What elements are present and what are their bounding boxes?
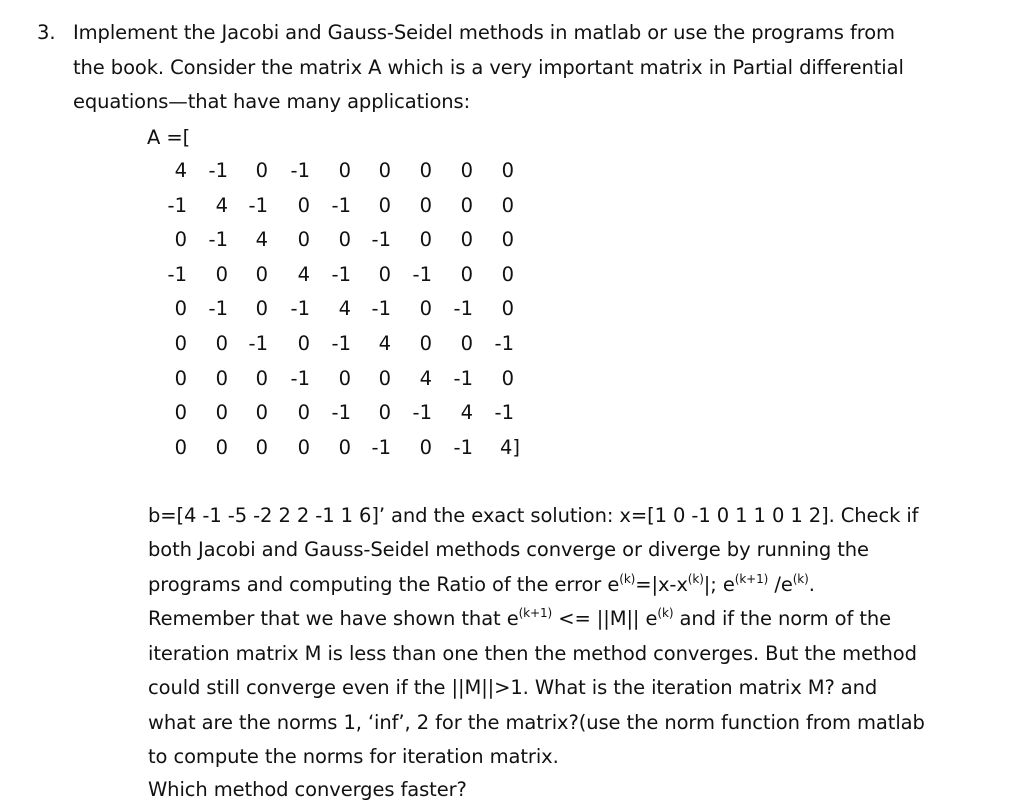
matrix-cell: 0 [255, 401, 268, 425]
matrix-cell: 0 [255, 297, 268, 321]
matrix-cell: -1 [371, 228, 391, 252]
body-line-5: iteration matrix M is less than one then the method converges. But the method [148, 642, 917, 665]
matrix-cell: 0 [419, 228, 432, 252]
matrix-cell: 0 [174, 297, 187, 321]
matrix-cell: 4 [297, 262, 310, 286]
matrix-cell: 0 [501, 228, 514, 252]
matrix-cell: -1 [412, 401, 432, 425]
matrix-cell: 4 [419, 366, 432, 390]
matrix-cell: -1 [453, 366, 473, 390]
superscript-k: (k) [619, 572, 636, 586]
body-line-6: could still converge even if the ||M||>1. What is the iteration matrix M? and [148, 676, 878, 699]
matrix-cell: 0 [215, 332, 228, 355]
body-line-4-text-a: Remember that we have shown that e [148, 607, 519, 630]
body-line-3-text-d: /e [768, 573, 793, 596]
matrix-cell: -1 [248, 332, 268, 355]
matrix-cell: 0 [215, 401, 228, 425]
matrix-cell: 0 [419, 435, 432, 459]
superscript-k: (k) [792, 572, 809, 586]
matrix-cell: -1 [208, 159, 228, 182]
body-line-3-text-c: |; e [703, 573, 735, 596]
matrix-cell: 0 [174, 332, 187, 355]
matrix-cell: 0 [501, 297, 514, 321]
body-line-4-text-c: and if the norm of the [673, 607, 892, 630]
matrix-cell: -1 [248, 193, 268, 217]
matrix-cell: -1 [494, 332, 514, 355]
matrix-cell: 4 [338, 297, 351, 321]
matrix-cell: 0 [419, 297, 432, 321]
body-line-3 [148, 571, 815, 599]
body-line-7: what are the norms 1, ‘inf’, 2 for the matrix?(use the norm function from matlab [148, 711, 925, 734]
intro-line-1: Implement the Jacobi and Gauss-Seidel methods in matlab or use the programs from [73, 21, 895, 44]
problem-number: 3. [37, 21, 56, 44]
matrix-cell: 0 [378, 401, 391, 425]
matrix-cell: 0 [419, 332, 432, 355]
matrix-cell: 0 [501, 262, 514, 286]
matrix-cell: 0 [338, 228, 351, 252]
matrix-cell: 0 [297, 332, 310, 355]
matrix-cell: 4] [499, 435, 520, 459]
matrix-cell: -1 [290, 297, 310, 321]
matrix-open-label: A =[ [147, 126, 191, 149]
matrix-cell: 0 [501, 366, 514, 390]
matrix-cell: -1 [494, 401, 514, 425]
matrix-cell: 0 [255, 435, 268, 459]
matrix-cell: -1 [331, 332, 351, 355]
matrix-cell: -1 [331, 193, 351, 217]
superscript-k: (k) [657, 606, 674, 620]
matrix-cell: -1 [167, 262, 187, 286]
matrix-cell: 0 [255, 262, 268, 286]
matrix-cell: -1 [290, 159, 310, 182]
matrix-cell: -1 [412, 262, 432, 286]
matrix-cell: 0 [297, 228, 310, 252]
matrix-cell: 4 [255, 228, 268, 252]
matrix-cell: -1 [453, 435, 473, 459]
matrix-cell: 0 [378, 262, 391, 286]
matrix-cell: 4 [378, 332, 391, 355]
body-line-3-text-e: . [808, 573, 815, 596]
matrix-cell: 0 [460, 228, 473, 252]
intro-line-2: the book. Consider the matrix A which is a very important matrix in Partial differential [73, 56, 904, 79]
body-line-4 [148, 605, 891, 633]
matrix-cell: -1 [371, 435, 391, 459]
body-line-1: b=[4 -1 -5 -2 2 2 -1 1 6]’ and the exact solution: x=[1 0 -1 0 1 1 0 1 2]. Check if [148, 504, 919, 527]
matrix-cell: 0 [378, 159, 391, 182]
matrix-cell: -1 [371, 297, 391, 321]
matrix-cell: 0 [297, 435, 310, 459]
matrix-cell: 0 [419, 159, 432, 182]
matrix-cell: 0 [174, 366, 187, 390]
intro-line-3: equations—that have many applications: [73, 90, 471, 113]
matrix-cell: 0 [338, 366, 351, 390]
body-line-8: to compute the norms for iteration matrix. [148, 745, 559, 768]
body-line-3-text-a: programs and computing the Ratio of the error e [148, 573, 620, 596]
matrix-cell: 0 [297, 401, 310, 425]
matrix-cell: 0 [460, 193, 473, 217]
matrix-cell: 0 [338, 159, 351, 182]
superscript-k: (k) [687, 572, 704, 586]
matrix-cell: -1 [167, 193, 187, 217]
matrix-cell: 0 [501, 193, 514, 217]
matrix-cell: 4 [460, 401, 473, 425]
body-line-2: both Jacobi and Gauss-Seidel methods converge or diverge by running the [148, 538, 869, 561]
matrix-cell: -1 [290, 366, 310, 390]
matrix-cell: 0 [174, 228, 187, 252]
matrix-cell: 0 [460, 332, 473, 355]
body-line-9: Which method converges faster? [148, 778, 467, 801]
matrix-cell: 4 [174, 159, 187, 182]
matrix-cell: 0 [378, 193, 391, 217]
matrix-cell: -1 [208, 297, 228, 321]
matrix-cell: -1 [331, 262, 351, 286]
matrix-cell: 0 [215, 366, 228, 390]
matrix-cell: 0 [297, 193, 310, 217]
matrix-cell: 0 [501, 159, 514, 182]
matrix-cell: 0 [338, 435, 351, 459]
matrix-cell: 0 [215, 435, 228, 459]
matrix-cell: 0 [460, 159, 473, 182]
body-line-4-text-b: <= ||M|| e [552, 607, 658, 630]
matrix-cell: 0 [174, 401, 187, 425]
matrix-cell: 4 [215, 193, 228, 217]
matrix-cell: 0 [174, 435, 187, 459]
matrix-cell: -1 [208, 228, 228, 252]
superscript-k-plus-1: (k+1) [518, 606, 553, 620]
matrix-cell: 0 [255, 159, 268, 182]
matrix-cell: -1 [331, 401, 351, 425]
body-line-3-text-b: =|x-x [635, 573, 688, 596]
matrix-cell: 0 [378, 366, 391, 390]
matrix-cell: -1 [453, 297, 473, 321]
matrix-cell: 0 [255, 366, 268, 390]
matrix-cell: 0 [215, 262, 228, 286]
matrix-cell: 0 [460, 262, 473, 286]
superscript-k-plus-1: (k+1) [734, 572, 769, 586]
matrix-cell: 0 [419, 193, 432, 217]
